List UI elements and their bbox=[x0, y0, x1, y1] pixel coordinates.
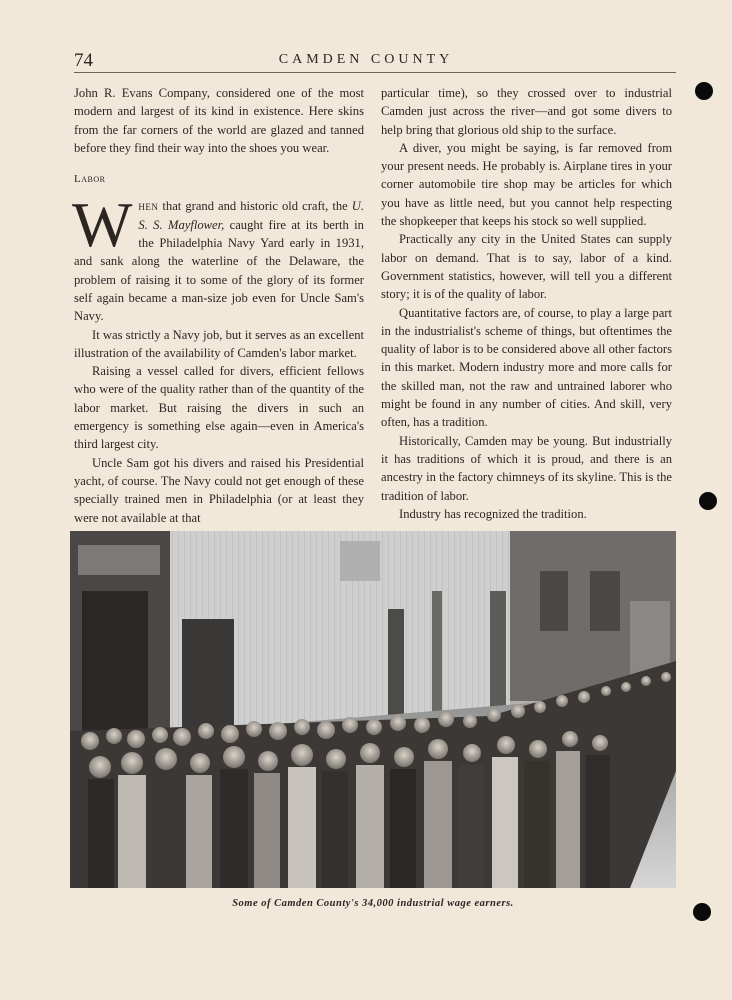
page-number: 74 bbox=[74, 50, 93, 71]
paragraph: John R. Evans Company, considered one of the most modern and largest of its kind in existence. Here skins from the far corners of the world are glazed and tanned before they find their way into the shoes you wear. bbox=[74, 86, 364, 155]
photo-caption: Some of Camden County's 34,000 industrial wage earners. bbox=[232, 898, 514, 909]
binder-hole-bottom bbox=[693, 903, 711, 921]
binder-hole-top bbox=[695, 82, 713, 100]
paragraph: Historically, Camden may be young. But industrially it has traditions of which it is proud, and there is an ancestry in the factory chimneys of its skyline. This is the tradition of labor. bbox=[381, 433, 672, 503]
paragraph: A diver, you might be saying, is far removed from your present needs. He probably is. Airplane tires in your corner automobile tire shop may be articles for which you have as little need, but you cannot help respecting the shopkeeper that keeps his stock so well supplied. bbox=[381, 140, 672, 229]
paragraph: Quantitative factors are, of course, to play a large part in the industrialist's scheme of things, but oftentimes the quality of labor is to be considered above all other factors in this market. Modern industry more and more calls for the skilled man, not the raw and untrained laborer who might be found in any number of cities. And skill, very often, has a tradition. bbox=[381, 305, 672, 430]
running-title: CAMDEN COUNTY bbox=[278, 52, 454, 67]
drop-cap: W bbox=[72, 189, 133, 261]
paragraph: It was strictly a Navy job, but it serves as an excellent illustration of the availability of Camden's labor market. bbox=[74, 327, 364, 360]
paragraph bbox=[72, 189, 364, 325]
text-run: that grand and historic old craft, the bbox=[158, 199, 352, 214]
paragraph: Practically any city in the United States can supply labor on demand. That is to say, labor of a kind. Government statistics, however, will tell you a different story; it is of the quality of labor. bbox=[381, 232, 672, 302]
text-run: caught fire at its berth in the Philadelphia Navy Yard early in 1931, and sank along the waterline of the Delaware, the problem of raising it to some of the glory of its former self again became a man-size job even for Uncle Sam's Navy. bbox=[74, 217, 364, 324]
paragraph: Uncle Sam got his divers and raised his Presidential yacht, of course. The Navy could not get enough of these specially trained men in Philadelphia (or at least they were not available at that bbox=[74, 455, 364, 525]
paragraph: Raising a vessel called for divers, efficient fellows who were of the quality rather than of the quantity of the labor market. But raising the divers in such an emergency is something else again—even in America's third largest city. bbox=[74, 364, 364, 452]
left-column bbox=[74, 84, 364, 527]
lead-word: hen bbox=[138, 199, 159, 214]
header-rule bbox=[74, 72, 676, 73]
right-column bbox=[381, 84, 672, 523]
paragraph: particular time), so they crossed over to industrial Camden just across the river—and got some divers to help bring that glorious old ship to the surface. bbox=[381, 86, 672, 137]
crowd-photograph bbox=[70, 531, 676, 888]
paragraph: Industry has recognized the tradition. bbox=[399, 506, 587, 521]
binder-hole-middle bbox=[699, 492, 717, 510]
section-heading: Labor bbox=[74, 173, 106, 186]
ship-name: U. S. S. Mayflower, bbox=[138, 199, 364, 232]
